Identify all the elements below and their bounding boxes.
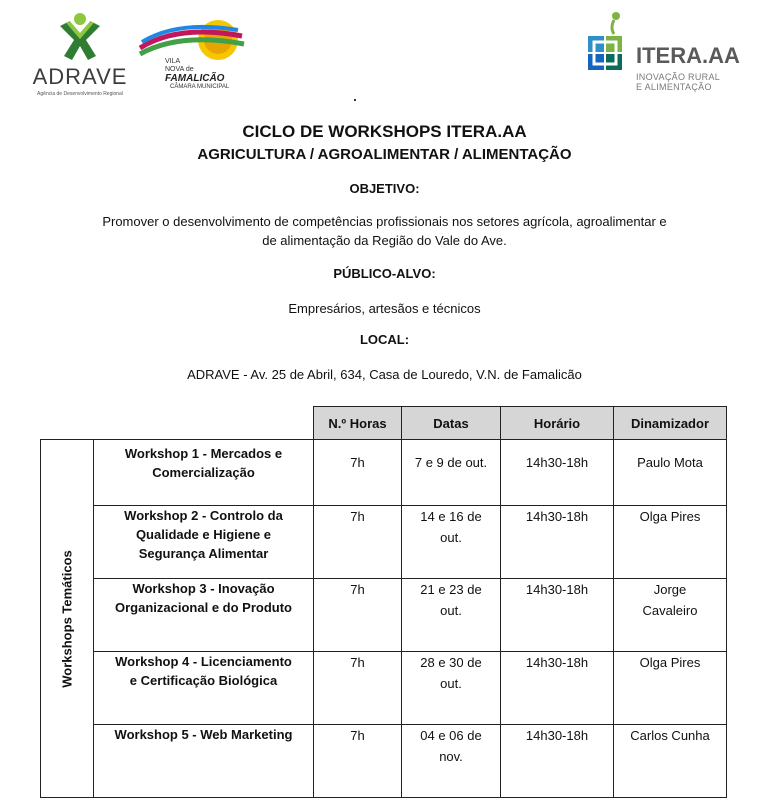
local-heading: LOCAL: xyxy=(359,332,410,347)
horario-cell: 14h30-18h xyxy=(501,440,614,506)
local-text: ADRAVE - Av. 25 de Abril, 634, Casa de Louredo, V.N. de Famalicão xyxy=(187,367,582,382)
datas-cell: 28 e 30 de out. xyxy=(402,652,501,725)
adrave-name: ADRAVE xyxy=(32,64,128,89)
dinamizador-cell: Olga Pires xyxy=(614,652,727,725)
page-subtitle: AGRICULTURA / AGROALIMENTAR / ALIMENTAÇÃO xyxy=(197,146,572,163)
table-row xyxy=(41,652,727,725)
workshop-name: Workshop 4 - Licenciamento e Certificação Biológica xyxy=(94,652,314,725)
publico-heading: PÚBLICO-ALVO: xyxy=(333,266,436,281)
dinamizador-cell: Carlos Cunha xyxy=(614,725,727,798)
workshop-name: Workshop 3 - Inovação Organizacional e do Produto xyxy=(94,579,314,652)
adrave-logo xyxy=(30,12,130,97)
side-label: Workshops Temáticos xyxy=(59,549,75,688)
workshops-table xyxy=(40,406,727,798)
famalicao-logo xyxy=(138,18,248,90)
horario-cell: 14h30-18h xyxy=(501,652,614,725)
famalicao-camara: CÂMARA MUNICIPAL xyxy=(170,84,230,90)
horario-cell: 14h30-18h xyxy=(501,506,614,579)
famalicao-vila: VILA NOVA de xyxy=(165,58,194,73)
itera-subtitle: INOVAÇÃO RURAL E ALIMENTAÇÃO xyxy=(636,72,721,92)
workshop-name: Workshop 5 - Web Marketing xyxy=(94,725,314,798)
itera-mark-icon xyxy=(584,10,634,80)
horas-cell: 7h xyxy=(314,652,402,725)
blank-cell xyxy=(94,407,314,440)
horario-cell: 14h30-18h xyxy=(501,725,614,798)
objetivo-text-line1: Promover o desenvolvimento de competências profissionais nos setores agrícola, agroalimentar e xyxy=(102,214,667,229)
side-label-cell xyxy=(41,440,94,798)
horario-cell: 14h30-18h xyxy=(501,579,614,652)
datas-cell: 21 e 23 de out. xyxy=(402,579,501,652)
adrave-mark-icon xyxy=(54,12,106,62)
objetivo-text-line2: de alimentação da Região do Vale do Ave. xyxy=(262,233,507,248)
table-header-row xyxy=(41,407,727,440)
itera-logo xyxy=(584,10,754,100)
dinamizador-cell: Olga Pires xyxy=(614,506,727,579)
decorative-dot xyxy=(354,99,356,101)
horas-cell: 7h xyxy=(314,579,402,652)
workshop-name: Workshop 2 - Controlo da Qualidade e Higiene e Segurança Alimentar xyxy=(94,506,314,579)
horas-cell: 7h xyxy=(314,725,402,798)
dinamizador-cell: Paulo Mota xyxy=(614,440,727,506)
page-title: CICLO DE WORKSHOPS ITERA.AA xyxy=(242,122,527,141)
datas-cell: 04 e 06 de nov. xyxy=(402,725,501,798)
header-horario: Horário xyxy=(501,407,614,440)
table-row xyxy=(41,725,727,798)
table-row xyxy=(41,440,727,506)
header-dinamizador: Dinamizador xyxy=(614,407,727,440)
table-row xyxy=(41,579,727,652)
famalicao-name: FAMALICÃO xyxy=(165,73,225,84)
horas-cell: 7h xyxy=(314,506,402,579)
workshop-name: Workshop 1 - Mercados e Comercialização xyxy=(94,440,314,506)
dinamizador-cell: Jorge Cavaleiro xyxy=(614,579,727,652)
horas-cell: 7h xyxy=(314,440,402,506)
table-row xyxy=(41,506,727,579)
header-horas: N.º Horas xyxy=(314,407,402,440)
header-datas: Datas xyxy=(402,407,501,440)
famalicao-emblem-icon xyxy=(138,18,248,62)
publico-text: Empresários, artesãos e técnicos xyxy=(288,301,481,316)
datas-cell: 7 e 9 de out. xyxy=(402,440,501,506)
blank-cell xyxy=(41,407,94,440)
itera-name: ITERA.AA xyxy=(636,43,740,68)
adrave-subtitle: Agência de Desenvolvimento Regional xyxy=(37,91,123,97)
datas-cell: 14 e 16 de out. xyxy=(402,506,501,579)
objetivo-heading: OBJETIVO: xyxy=(349,181,420,196)
